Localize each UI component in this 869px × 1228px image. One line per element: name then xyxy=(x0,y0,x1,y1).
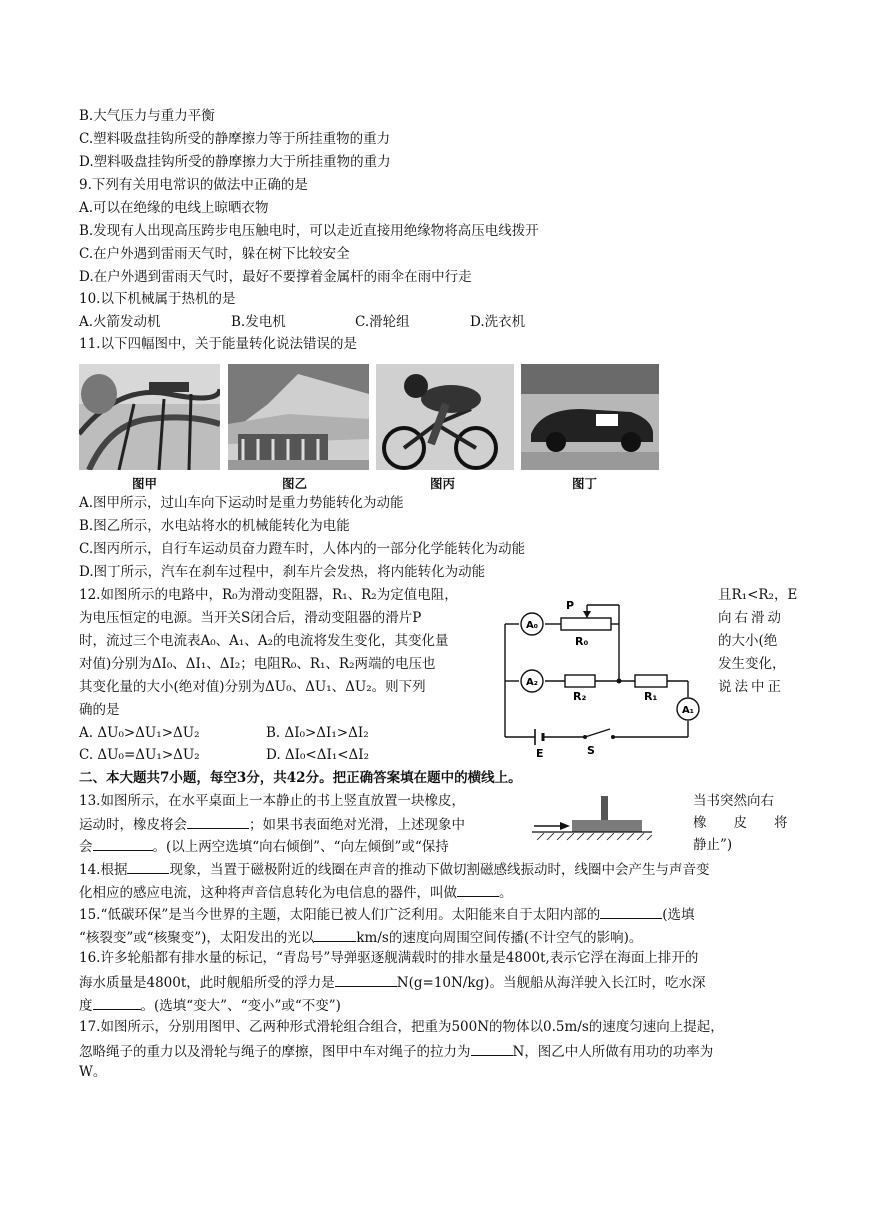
q12-option-c: C. ΔU₀=ΔU₁>ΔU₂ xyxy=(79,747,200,763)
q10-stem: 10.以下机械属于热机的是 xyxy=(79,291,236,307)
q14-line2-b: 。 xyxy=(499,885,513,901)
q14-blank-2[interactable] xyxy=(457,882,499,897)
q13-blank-2[interactable] xyxy=(93,836,153,851)
q9-option-c: C.在户外遇到雷雨天气时，躲在树下比较安全 xyxy=(79,246,350,262)
label-a0: A₀ xyxy=(525,620,539,631)
roller-coaster-photo xyxy=(79,364,220,470)
q15-line1 xyxy=(79,904,695,924)
q16-line3-a: 度 xyxy=(79,998,93,1014)
q12-line3-right: 的大小(绝 xyxy=(718,633,778,649)
label-a2: A₂ xyxy=(525,677,539,688)
q12-line4: 对值)分别为ΔI₀、ΔI₁、ΔI₂；电阻R₀、R₁、R₂两端的电压也 xyxy=(79,656,436,672)
q16-line3-b: 。(选填“变大”、“变小”或“不变”) xyxy=(140,998,341,1014)
q12-line2: 为电压恒定的电源。当开关S闭合后，滑动变阻器的滑片P xyxy=(79,610,422,626)
q15-line1-a: 15.“低碳环保”是当今世界的主题，太阳能已被人们广泛利用。太阳能来自于太阳内部的 xyxy=(79,907,601,923)
q9-option-b: B.发现有人出现高压跨步电压触电时，可以走近直接用绝缘物将高压电线拨开 xyxy=(79,223,539,239)
q13-line3-b: 。(以上两空选填“向右倾倒”、“向左倾倒”或“保持 xyxy=(152,839,449,855)
q14-line2 xyxy=(79,882,513,902)
q12-line1-right: 且R₁<R₂，E xyxy=(718,587,798,603)
q15-blank-1[interactable] xyxy=(600,904,662,919)
label-p: P xyxy=(566,599,575,612)
label-a1: A₁ xyxy=(681,705,695,716)
q16-line3 xyxy=(79,995,341,1015)
q16-line1: 16.许多轮船都有排水量的标记，“青岛号”导弹驱逐舰满载时的排水量是4800t,表示它浮在海面上排开的 xyxy=(79,950,699,966)
q17-line2-a: 忽略绳子的重力以及滑轮与绳子的摩擦，图甲中车对绳子的拉力为 xyxy=(79,1044,471,1060)
q10-option-c: C.滑轮组 xyxy=(355,314,410,330)
q13-line1-right: 当书突然向右 xyxy=(693,793,774,809)
q12-line4-right: 发生变化， xyxy=(718,656,786,672)
q12-line5: 其变化量的大小(绝对值)分别为ΔU₀、ΔU₁、ΔU₂。则下列 xyxy=(79,679,426,695)
q11-option-d: D.图丁所示，汽车在刹车过程中，刹车片会发热，将内能转化为动能 xyxy=(79,564,486,580)
q13-line3-right: 静止”) xyxy=(693,837,733,853)
q14-line1-a: 14.根据 xyxy=(79,862,128,878)
q16-blank-2[interactable] xyxy=(93,995,141,1010)
q13-line3-a: 会 xyxy=(79,839,93,855)
cyclist-photo xyxy=(376,364,514,470)
q16-line2-b: N(g=10N/kg)。当舰船从海洋驶入长江时，吃水深 xyxy=(396,975,706,991)
caption-jia: 图甲 xyxy=(132,476,158,491)
circuit-diagram xyxy=(495,597,710,762)
q16-line2 xyxy=(79,972,705,992)
q11-option-a: A.图甲所示，过山车向下运动时是重力势能转化为动能 xyxy=(79,495,404,511)
book-eraser-diagram xyxy=(532,796,657,846)
label-e: E xyxy=(536,747,544,760)
section2-header: 二、本大题共7小题，每空3分，共42分。把正确答案填在题中的横线上。 xyxy=(79,770,522,786)
label-s: S xyxy=(587,744,595,757)
q10-option-a: A.火箭发动机 xyxy=(79,314,161,330)
q12-option-a: A. ΔU₀>ΔU₁>ΔU₂ xyxy=(79,725,200,741)
q14-line1-b: 现象，当置于磁极附近的线圈在声音的推动下做切割磁感线振动时，线圈中会产生与声音变 xyxy=(169,862,710,878)
q15-line2-b: km/s的速度向周围空间传播(不计空气的影响)。 xyxy=(356,930,643,946)
q8-option-c: C.塑料吸盘挂钩所受的静摩擦力等于所挂重物的重力 xyxy=(79,131,391,147)
q15-line2 xyxy=(79,927,642,947)
q12-option-b: B. ΔI₀>ΔI₁>ΔI₂ xyxy=(266,725,369,741)
race-car-photo xyxy=(521,364,659,470)
q17-line2 xyxy=(79,1041,713,1061)
label-r0: R₀ xyxy=(575,635,589,648)
q12-line1: 12.如图所示的电路中，R₀为滑动变阻器，R₁、R₂为定值电阻， xyxy=(79,587,458,603)
q12-options-ab xyxy=(79,724,369,742)
q10-options xyxy=(79,313,525,331)
q17-line3: W。 xyxy=(79,1064,107,1080)
caption-yi: 图乙 xyxy=(282,476,308,491)
q12-options-cd xyxy=(79,746,369,764)
q13-line2-right: 橡 皮 将 xyxy=(693,815,788,831)
q14-blank-1[interactable] xyxy=(127,859,169,874)
q13-line1: 13.如图所示，在水平桌面上一本静止的书上竖直放置一块橡皮， xyxy=(79,793,465,809)
q15-line1-b: (选填 xyxy=(662,907,695,923)
q17-line1: 17.如图所示，分别用图甲、乙两种形式滑轮组合组合，把重为500N的物体以0.5m/s的速度匀速向上提起， xyxy=(79,1019,724,1035)
q12-line6: 确的是 xyxy=(79,702,120,718)
q11-option-c: C.图丙所示，自行车运动员奋力蹬车时，人体内的一部分化学能转化为动能 xyxy=(79,541,526,557)
hydro-dam-photo xyxy=(228,364,369,470)
label-r2: R₂ xyxy=(573,690,587,703)
q13-line2-a: 运动时，橡皮将会 xyxy=(79,817,187,833)
q16-blank-1[interactable] xyxy=(335,972,397,987)
q11-option-b: B.图乙所示，水电站将水的机械能转化为电能 xyxy=(79,518,350,534)
q17-line2-b: N，图乙中人所做有用功的功率为 xyxy=(512,1044,714,1060)
q12-line5-right: 说法中正 xyxy=(718,679,784,695)
q12-option-d: D. ΔI₀<ΔI₁<ΔI₂ xyxy=(266,747,370,763)
caption-bing: 图丙 xyxy=(430,476,456,491)
q9-option-d: D.在户外遇到雷雨天气时，最好不要撑着金属杆的雨伞在雨中行走 xyxy=(79,269,472,285)
q12-line2-right: 向右滑动 xyxy=(718,610,784,626)
q14-line1 xyxy=(79,859,709,879)
q14-line2-a: 化相应的感应电流，这种将声音信息转化为电信息的器件，叫做 xyxy=(79,885,457,901)
q10-option-d: D.洗衣机 xyxy=(470,314,526,330)
q9-stem: 9.下列有关用电常识的做法中正确的是 xyxy=(79,177,308,193)
label-r1: R₁ xyxy=(644,690,658,703)
q17-blank-1[interactable] xyxy=(471,1041,513,1056)
caption-ding: 图丁 xyxy=(572,476,598,491)
q11-stem: 11.以下四幅图中，关于能量转化说法错误的是 xyxy=(79,336,357,352)
q15-line2-a: “核裂变”或“核聚变”)，太阳发出的光以 xyxy=(79,930,315,946)
q8-option-b: B.大气压力与重力平衡 xyxy=(79,108,215,124)
q15-blank-2[interactable] xyxy=(314,927,356,942)
q12-line3: 时，流过三个电流表A₀、A₁、A₂的电流将发生变化，其变化量 xyxy=(79,633,449,649)
q9-option-a: A.可以在绝缘的电线上晾晒衣物 xyxy=(79,200,269,216)
q13-line3 xyxy=(79,836,449,856)
q13-line2 xyxy=(79,814,465,834)
q10-option-b: B.发电机 xyxy=(231,314,286,330)
q13-blank-1[interactable] xyxy=(187,814,249,829)
q16-line2-a: 海水质量是4800t，此时舰船所受的浮力是 xyxy=(79,975,335,991)
q13-line2-b: ；如果书表面绝对光滑，上述现象中 xyxy=(249,817,465,833)
q8-option-d: D.塑料吸盘挂钩所受的静摩擦力大于所挂重物的重力 xyxy=(79,154,391,170)
